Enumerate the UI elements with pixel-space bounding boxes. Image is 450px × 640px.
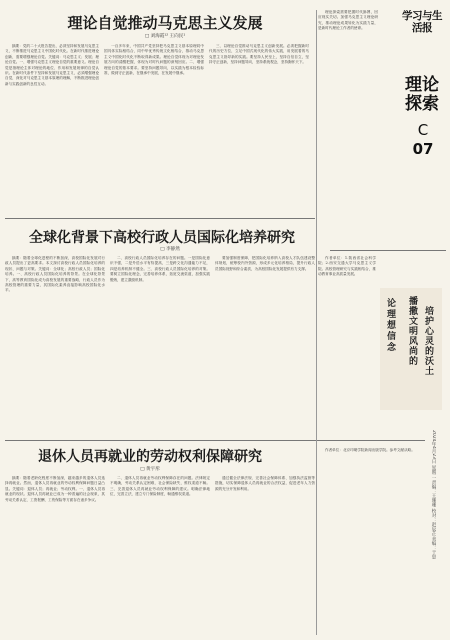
article1-title: 理论自觉推动马克思主义发展: [67, 14, 263, 32]
section-title: 理论探索: [405, 75, 439, 114]
slogan-line-1: 播撒文明风尚的: [407, 296, 417, 366]
article3-body-left: 摘要：随着老龄化程度不断加深，越来越多的退休人员选择再就业。然而，退休人员再就业的劳动权利保障问题日益凸显。关键词：退休人员；再就业；劳动权利。一、退休人员再就业的现状。退休人员再就业已成为一种普遍的社会现象，其劳动关系认定、工资报酬、工伤保险等方面存在诸多争议。: [5, 476, 105, 502]
sidebar-col-top: [318, 10, 378, 246]
article1-body-right: 三、以理论自觉推动马克思主义创新发展。必须把握新时代的历史方位，立足中国式现代化的伟大实践，用发展着的马克思主义指导新的实践。要坚持人民至上，坚持自信自立，坚持守正创新，坚持问题导向，坚持系统观念，坚持胸怀天下。: [209, 44, 309, 65]
page-number: 07: [412, 140, 434, 158]
article3-title: 退休人员再就业的劳动权利保障研究: [38, 449, 262, 465]
sidebar-body-top: 理论探索需要把握时代脉搏，回应现实关切。加强马克思主义理论研究，推动理论成果转化为实践力量，是新时代理论工作者的使命。: [318, 10, 378, 31]
slogan-box: [380, 288, 442, 410]
article1-col-mid: [104, 44, 204, 214]
article1-body-left: 摘要：党的二十大报告提出，必须坚持和发展马克思主义，不断推进马克思主义中国化时代化。在新时代推进理论创新，需要增强理论自觉。关键词：马克思主义；发展；理论自觉。一、增强马克思主义理论自觉的重要意义。理论自觉是指理论主体对理论的地位、作用和发展规律的自觉认识。在新时代条件下坚持和发展马克思主义，必须增强理论自觉，深化对马克思主义基本原理的理解，不断推进理论创新与实践创新的良性互动。: [5, 44, 99, 86]
article2-title: 全球化背景下高校行政人员国际化培养研究: [29, 230, 295, 246]
sidebar-col-bottom: [318, 448, 424, 634]
sidebar-body-bottom: 作者单位：北京印刷学院新闻出版学院。参考文献从略。: [325, 448, 415, 452]
article3-col-right: [215, 476, 315, 636]
article3-byline: □ 黄宇彤: [140, 467, 160, 472]
page-number-block: [406, 120, 440, 158]
footer-info: 2024年4月23日 星期二 责编：王珊珊 校对：赵辰芷 美编：于思: [431, 430, 436, 560]
masthead-name: 学习与生活报: [402, 10, 442, 34]
article2-body-mid: 二、高校行政人员国际化培养存在的问题。一是国际化意识不强，二是外语水平有待提高，三是跨文化沟通能力不足，四是培养机制不健全。三、高校行政人员国际化培养的对策。要树立国际化理念，完善培养体系，拓宽交流渠道，加强实践锻炼，建立激励机制。: [110, 256, 210, 282]
article3-body-right: 通过健全法律法规、完善社会保障体系、加强执法监督等措施，切实保障退休人员再就业的合法权益，促进老年人力资源的充分开发和利用。: [215, 476, 315, 491]
article1-col-right: [209, 44, 309, 214]
article1-byline: □ 刘海霞¹² 王向民¹: [144, 34, 186, 39]
article3-body-mid: 二、退休人员再就业劳动权利保障存在的问题。法律规定不明确，劳动关系认定困难，社会保险缺失，维权渠道不畅。三、完善退休人员再就业劳动权利保障的建议。明确法律地位，完善立法，建立专门保险制度，畅通维权渠道。: [110, 476, 210, 497]
section-label-vertical: 论理想信念: [385, 298, 395, 353]
article3-col-left: [5, 476, 105, 636]
article3-col-mid: [110, 476, 210, 636]
article1-body-mid: 一百多年来，中国共产党坚持把马克思主义基本原理同中国具体实际相结合，同中华优秀传统文化相结合，推动马克思主义中国化时代化不断取得新成果。理论自觉体现为对理论发展方向的清醒把握，体现为对时代问题的深刻回应。二、增强理论自觉的基本要求。要坚持问题导向，以实践为根本检验标准，做到守正创新，在继承中发展，在发展中继承。: [104, 44, 204, 76]
article2-col-mid: [110, 256, 210, 436]
article2-body-left: 摘要：随着全球化进程的不断加深，高校国际化发展对行政人员提出了更高要求。本文探讨高校行政人员国际化培养的现状、问题与对策。关键词：全球化；高校行政人员；国际化培养。一、高校行政人员国际化培养的背景。在全球化背景下，高等教育国际化成为高校发展的重要战略，行政人员作为高校管理的重要力量，其国际化素养直接影响高校国际化水平。: [5, 256, 105, 293]
article1-col-left: [5, 44, 99, 214]
sidebar-col-mid: [318, 256, 376, 436]
masthead-logo: [398, 10, 446, 70]
article2-byline: □ 李静然: [160, 247, 180, 252]
article2-col-right: [215, 256, 315, 436]
article2-body-right: 要加强制度保障，把国际化培养纳入高校人才队伍建设整体规划，统筹校内外资源，形成多元化培养格局，提升行政人员国际视野和综合素质，为高校国际化发展提供有力支撑。: [215, 256, 315, 271]
slogan-line-2: 培护心灵的沃土: [423, 306, 433, 376]
sidebar-body-mid: 作者单位：1.陕西省社会科学院；2.西安交通大学马克思主义学院。高校管理研究与实践相结合，推动教育事业高质量发展。: [318, 256, 376, 277]
page-letter: C: [417, 121, 429, 139]
article2-col-left: [5, 256, 105, 436]
